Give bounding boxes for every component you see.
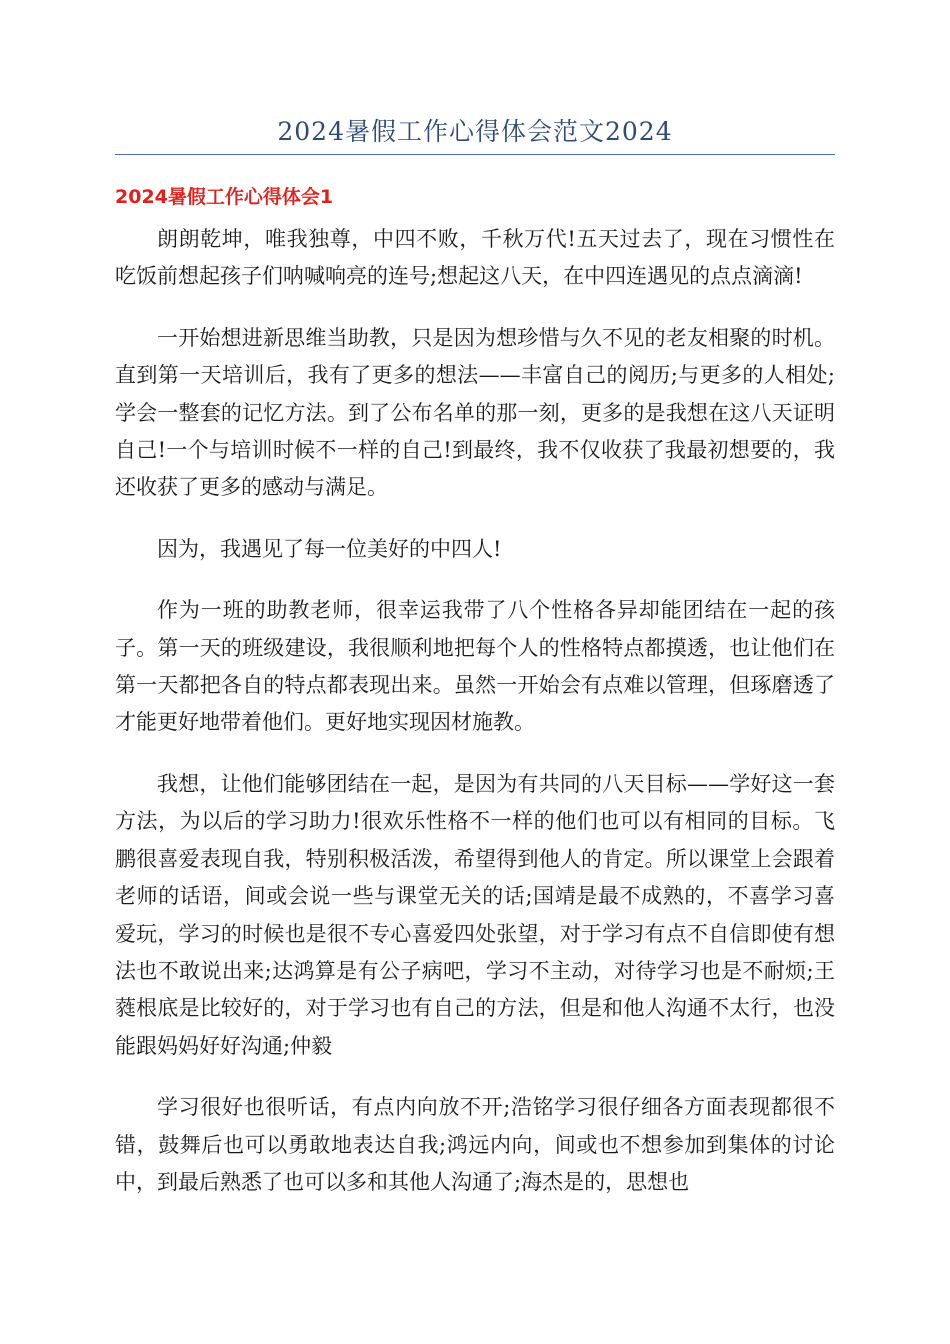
document-body — [115, 221, 835, 1225]
paragraph: 因为，我遇见了每一位美好的中四人! — [157, 536, 502, 561]
paragraph: 作为一班的助教老师，很幸运我带了八个性格各异却能团结在一起的孩子。第一天的班级建设，我很顺利地把每个人的性格特点都摸透，也让他们在第一天都把各自的特点都表现出来。虽然一开始会有点难以管理，但琢磨透了才能更好地带着他们。更好地实现因材施教。 — [115, 598, 835, 735]
paragraph: 学习很好也很听话，有点内向放不开;浩铭学习很仔细各方面表现都很不错，鼓舞后也可以勇敢地表达自我;鸿远内向，间或也不想参加到集体的讨论中，到最后熟悉了也可以多和其他人沟通了;海杰是的，思想也 — [115, 1095, 835, 1194]
paragraph: 一开始想进新思维当助教，只是因为想珍惜与久不见的老友相聚的时机。直到第一天培训后，我有了更多的想法——丰富自己的阅历;与更多的人相处;学会一整套的记忆方法。到了公布名单的那一刻，更多的是我想在这八天证明自己!一个与培训时候不一样的自己!到最终，我不仅收获了我最初想要的，我还收获了更多的感动与满足。 — [115, 325, 835, 500]
paragraph: 我想，让他们能够团结在一起，是因为有共同的八天目标——学好这一套方法，为以后的学习助力!很欢乐性格不一样的他们也可以有相同的目标。飞鹏很喜爱表现自我，特别积极活泼，希望得到他人的肯定。所以课堂上会跟着老师的话语，间或会说一些与课堂无关的话;国靖是最不成熟的，不喜学习喜爱玩，学习的时候也是很不专心喜爱四处张望，对于学习有点不自信即使有想法也不敢说出来;达鸿算是有公子病吧，学习不主动，对待学习也是不耐烦;王蕤根底是比较好的，对于学习也有自己的方法，但是和他人沟通不太行，也没能跟妈妈好好沟通;仲毅 — [115, 771, 835, 1058]
title-divider — [115, 154, 835, 155]
document-title: 2024暑假工作心得体会范文2024 — [277, 117, 673, 146]
paragraph: 朗朗乾坤，唯我独尊，中四不败，千秋万代!五天过去了，现在习惯性在吃饭前想起孩子们呐喊响亮的连号;想起这八天，在中四连遇见的点点滴滴! — [115, 227, 835, 289]
section-heading: 2024暑假工作心得体会1 — [115, 186, 334, 208]
